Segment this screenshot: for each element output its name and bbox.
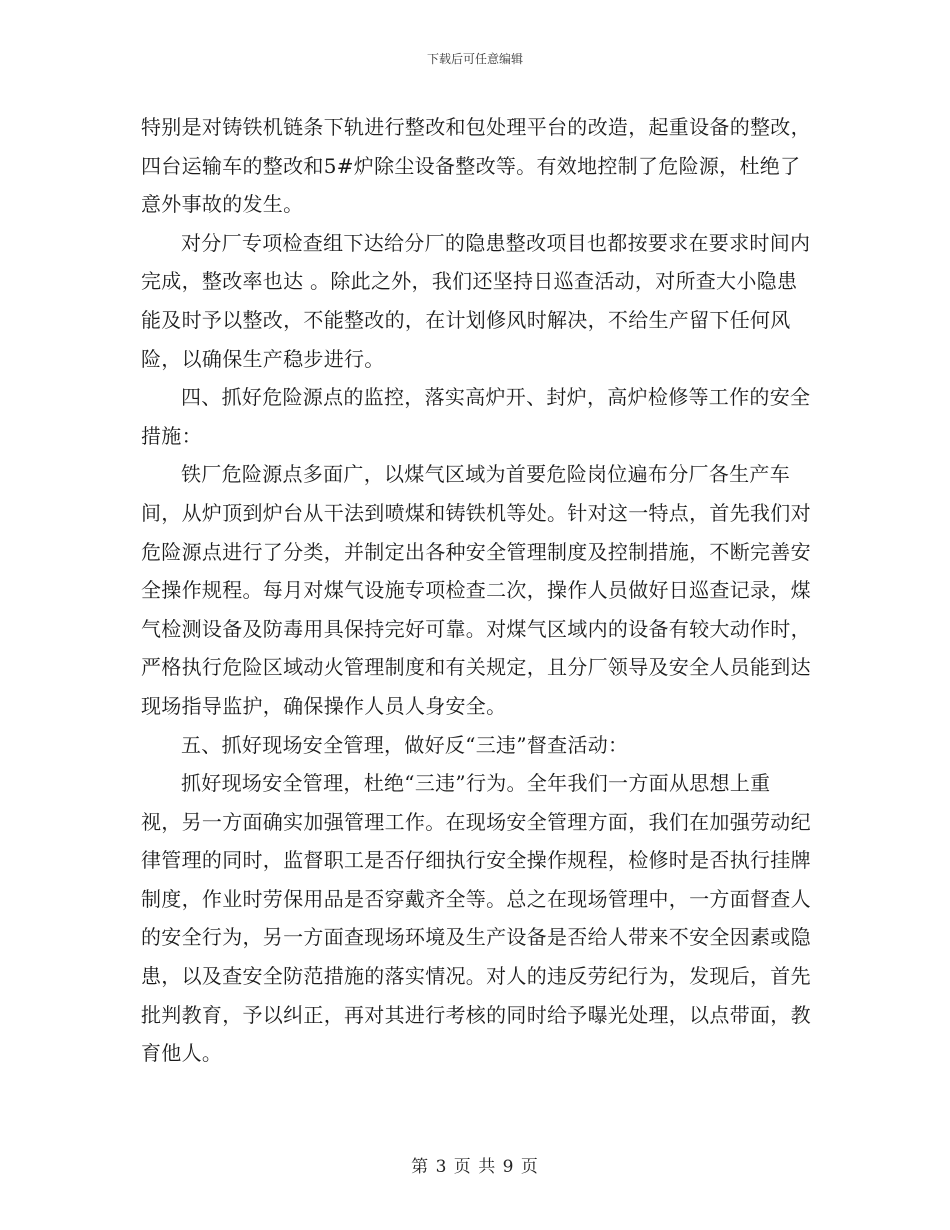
paragraph-3: 铁厂危险源点多面广，以煤气区域为首要危险岗位遍布分厂各生产车间，从炉顶到炉台从干法到喷煤和铸铁机等处。针对这一特点，首先我们对危险源点进行了分类，并制定出各种安全管理制度及控制措施，不断完善安全操作规程。每月对煤气设施专项检查二次，操作人员做好日巡查记录，煤气检测设备及防毒用具保持完好可靠。对煤气区域内的设备有较大动作时，严格执行危险区域动火管理制度和有关规定，且分厂领导及安全人员能到达现场指导监护，确保操作人员人身安全。 bbox=[141, 462, 811, 718]
paragraph-2: 对分厂专项检查组下达给分厂的隐患整改项目也都按要求在要求时间内完成，整改率也达 。除此之外，我们还坚持日巡查活动，对所查大小隐患能及时予以整改，不能整改的，在计划修风时解决，不给生产留下任何风险，以确保生产稳步进行。 bbox=[141, 230, 811, 371]
page-number: 第 3 页 共 9 页 bbox=[411, 1157, 539, 1177]
document-body bbox=[141, 108, 811, 1073]
paragraph-1: 特别是对铸铁机链条下轨进行整改和包处理平台的改造，起重设备的整改，四台运输车的整改和5#炉除尘设备整改等。有效地控制了危险源，杜绝了意外事故的发生。 bbox=[141, 115, 811, 217]
section-heading-5: 五、抓好现场安全管理，做好反“三违”督查活动： bbox=[181, 732, 629, 757]
page-header: 下载后可任意编辑 bbox=[426, 52, 523, 66]
section-heading-4: 四、抓好危险源点的监控，落实高炉开、封炉，高炉检修等工作的安全措施： bbox=[141, 385, 811, 448]
paragraph-4: 抓好现场安全管理，杜绝“三违”行为。全年我们一方面从思想上重视，另一方面确实加强管理工作。在现场安全管理方面，我们在加强劳动纪律管理的同时，监督职工是否仔细执行安全操作规程，检修时是否执行挂牌制度，作业时劳保用品是否穿戴齐全等。总之在现场管理中，一方面督查人的安全行为，另一方面查现场环境及生产设备是否给人带来不安全因素或隐患，以及查安全防范措施的落实情况。对人的违反劳纪行为，发现后，首先批判教育，予以纠正，再对其进行考核的同时给予曝光处理，以点带面，教育他人。 bbox=[141, 771, 811, 1066]
